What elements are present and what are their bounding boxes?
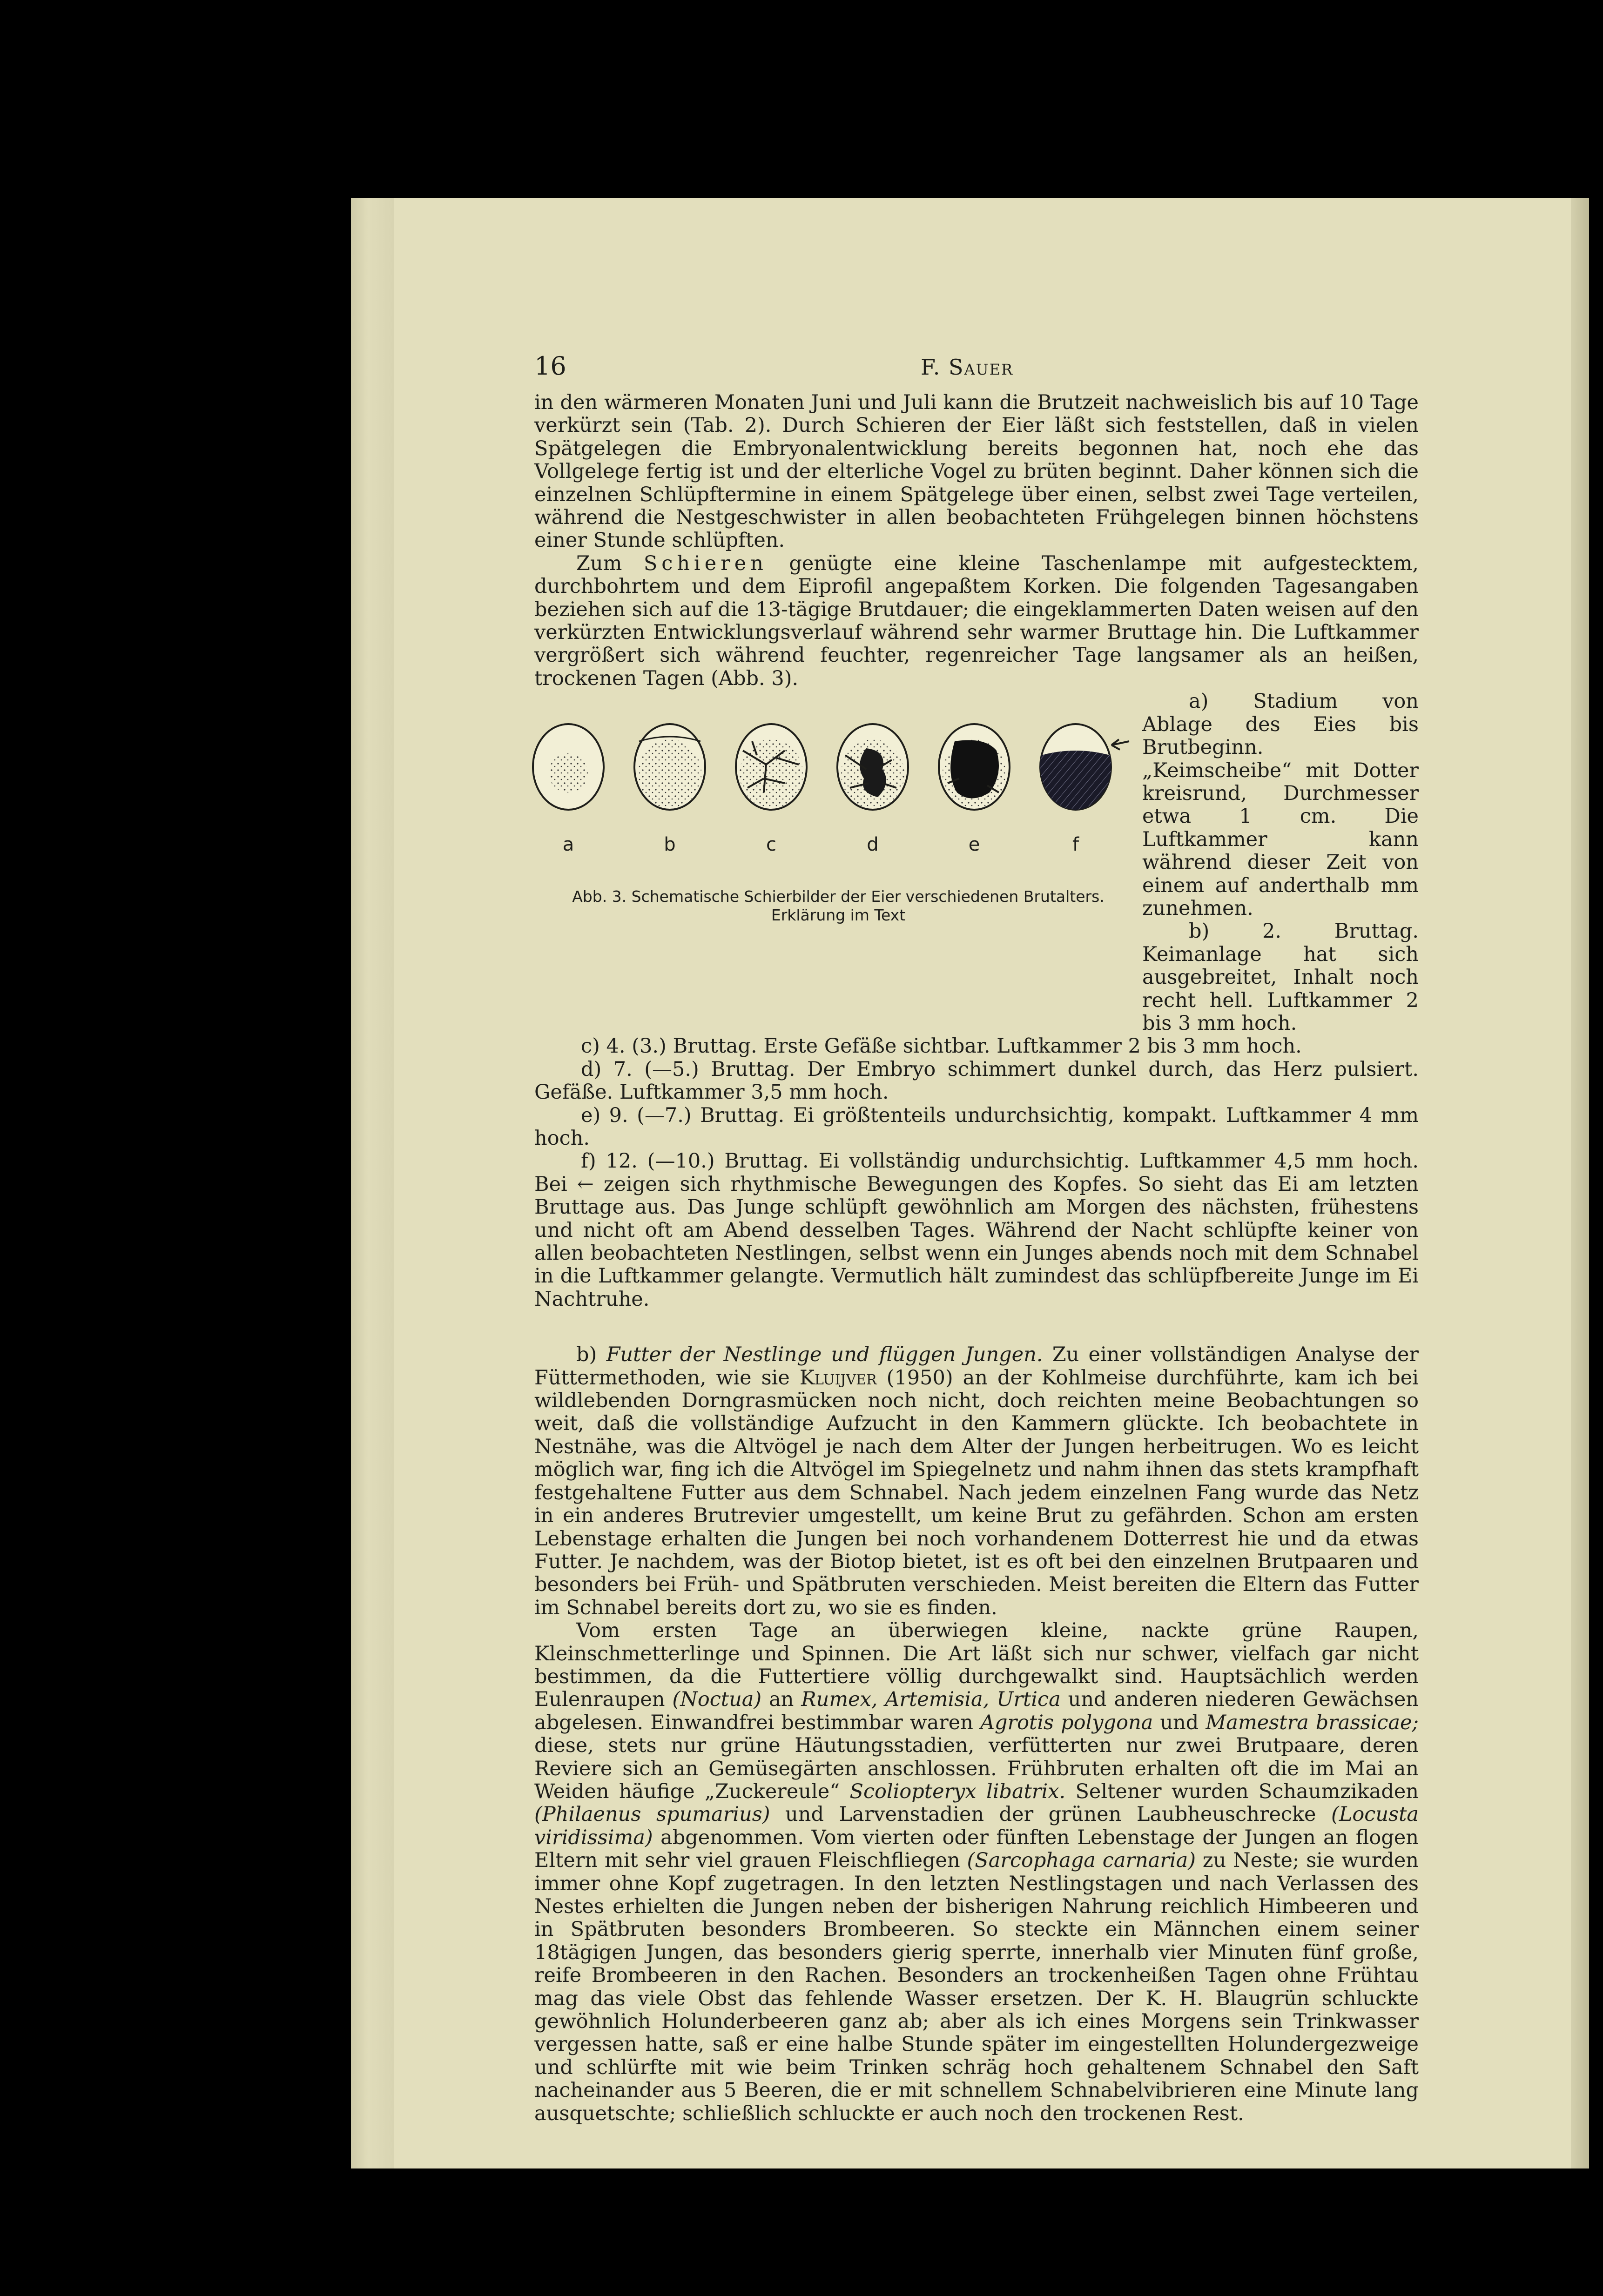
schieren-lead: Zum [576,551,644,575]
diet-text: Seltener wurden Schaumzikaden [1065,1779,1419,1803]
egg-d [837,724,908,810]
figure-row [534,690,1419,1035]
intro-paragraph: in den wärmeren Monaten Juni und Juli kann die Brutzeit nachweislich bis auf 10 Tage verkürzt sein (Tab. 2). Durch Schieren der Eier läßt sich feststellen, daß in vielen Spätgelegen die Embryonalentwicklung bereits begonnen hat, noch ehe das Vollgelege fertig ist und der elterliche Vogel zu brüten beginnt. Daher können sich die einzelnen Schlüpftermine in einem Spätgelege über einen, selbst zwei Tage verteilen, während die Nestgeschwister in allen beobachteten Frühgelegen binnen höchstens einer Stunde schlüpften. [534,391,1419,552]
page-binding [351,198,394,2168]
page-content [534,351,1419,2125]
futter-lead: b) [576,1343,606,1367]
schieren-paragraph [534,552,1419,690]
egg-f [1040,724,1129,810]
diet-text: zu Neste; sie wurden immer ohne Kopf zugetragen. In den letzten Nestlingstagen und nach Verlassen des Nestes erhielten die Jungen neben der bisherigen Nahrung reichlich Himbeeren und in Spätbruten besonders Brombeeren. So steckte ein Männchen einem seiner 18tägigen Jungen, das besonders gierig sperrte, innerhalb vier Minuten fünf große, reife Brombeeren in den Rachen. Besonders an trockenheißen Tagen ohne Frühtau mag das viele Obst das fehlende Wasser ersetzen. Der K. H. Blaugrün schluckte gewöhnlich Holunderbeeren ganz ab; aber als ich eines Morgens sein Trinkwasser vergessen hatte, saß er eine halbe Stunde später im eingestellten Holundergezweige und schlürfte mit wie beim Trinken schräg hoch gehaltenem Schnabel den Saft nacheinander aus 5 Beeren, die er mit schnellem Schnabelvibrieren eine Minute lang ausquetschte; schließlich schluckte er auch noch den trockenen Rest. [534,1849,1419,2125]
egg-label-c: c [766,834,776,856]
futter-paragraph [534,1343,1419,1619]
egg-e [939,724,1010,810]
stage-side-column [1142,690,1419,1035]
stage-f-text: f) 12. (—10.) Bruttag. Ei vollständig undurchsichtig. Luftkammer 4,5 mm hoch. Bei [534,1149,1419,1196]
diet-text: diese, stets nur grüne Häutungsstadien, verfütterten nur zwei Brutpaare, deren Reviere sich an Gemüsegärten anschlossen. Frühbruten erhalten oft die im Mai an Weiden häufige „Zuckereule“ [534,1734,1419,1803]
arrow-icon: ← [577,1172,594,1196]
taxon-name: (Philaenus spumarius) [534,1803,770,1826]
egg-label-e: e [968,834,980,856]
egg-label-a: a [562,834,574,856]
caption-line-1: Abb. 3. Schematische Schierbilder der Eier verschiedenen Brutalters. [572,887,1105,906]
stage-e: e) 9. (—7.) Bruttag. Ei größtenteils undurchsichtig, kompakt. Luftkammer 4 mm hoch. [534,1103,1419,1150]
diet-paragraph [534,1619,1419,2125]
taxon-name: (Noctua) [672,1688,762,1712]
egg-c [736,724,807,810]
diet-text: und anderen niederen Gewächsen abgelesen. Einwandfrei bestimmbar waren [534,1688,1419,1734]
diet-text: und Larvenstadien der grünen Laubheuschrecke [770,1803,1332,1826]
diet-text: Vom ersten Tage an überwiegen kleine, nackte grüne Raupen, Kleinschmetterlinge und Spinnen. Die Art läßt sich nur schwer, vielfach gar nicht bestimmen, da die Futtertiere völlig durchgewalkt sind. Hauptsächlich werden Eulenraupen [534,1619,1419,1712]
futter-text-1: Zu einer vollständigen Analyse der Füttermethoden, wie sie [534,1343,1419,1390]
author-kluijver: Kluijver [799,1366,877,1390]
diet-text: abgenommen. Vom vierten oder fünften Lebenstage der Jungen an flogen Eltern mit sehr viel grauen Fleischfliegen [534,1826,1419,1873]
taxon-name: (Locusta viridissima) [534,1803,1419,1849]
taxon-name: (Sarcophaga carnaria) [967,1849,1196,1873]
egg-label-f: f [1072,834,1079,856]
stage-f [534,1150,1419,1311]
schieren-spaced-word: Schieren [643,551,768,575]
running-head: F. Sauer [921,355,1014,380]
stage-b: b) 2. Bruttag. Keimanlage hat sich ausgebreitet, Inhalt noch recht hell. Luftkammer 2 bis 3 mm hoch. [1142,920,1419,1035]
taxon-name: Mamestra brassicae; [1206,1711,1419,1734]
futter-title: Futter der Nestlinge und flüggen Jungen. [606,1343,1043,1367]
diet-text: an [761,1688,802,1712]
diet-text: und [1153,1711,1206,1734]
egg-a [533,724,604,810]
taxon-name: Scoliopteryx libatrix. [849,1779,1066,1803]
page-edge [1571,198,1589,2168]
stage-f-rest: zeigen sich rhythmische Bewegungen des Kopfes. So sieht das Ei am letzten Bruttage aus. Das Junge schlüpft gewöhnlich am Morgen des nächsten, frühestens und nicht oft am Abend desselben Tages. Während der Nacht schlüpfte keiner von allen beobachteten Nestlingen, selbst wenn ein Junges abends noch mit dem Schnabel in die Luftkammer gelangte. Vermutlich hält zumindest das schlüpfbereite Junge im Ei Nachtruhe. [534,1172,1419,1311]
taxon-name: Agrotis polygona [980,1711,1153,1734]
stage-c: c) 4. (3.) Bruttag. Erste Gefäße sichtbar. Luftkammer 2 bis 3 mm hoch. [581,1034,1302,1058]
stage-a: a) Stadium von Ablage des Eies bis Brutbeginn. „Keimscheibe“ mit Dotter kreisrund, Durchmesser etwa 1 cm. Die Luftkammer kann während dieser Zeit von einem auf anderthalb mm zunehmen. [1142,690,1419,920]
page-number: 16 [534,351,566,381]
egg-b [634,724,705,810]
taxon-name: Rumex, Artemisia, Urtica [801,1688,1061,1712]
schieren-rest: genügte eine kleine Taschenlampe mit aufgestecktem, durchbohrtem und dem Eiprofil angepaßtem Korken. Die folgenden Tagesangaben beziehen sich auf die 13-tägige Brutdauer; die eingeklammerten Daten weisen auf den verkürzten Entwicklungsverlauf während sehr warmer Bruttage hin. Die Luftkammer vergrößert sich während feuchter, regenreicher Tage langsamer als an heißen, trockenen Tagen (Abb. 3). [534,551,1419,690]
stage-d: d) 7. (—5.) Bruttag. Der Embryo schimmert dunkel durch, das Herz pulsiert. Gefäße. Luftkammer 3,5 mm hoch. [534,1057,1419,1104]
egg-illustration [524,723,1134,881]
figure-abb-3 [534,690,1142,1035]
egg-label-b: b [664,834,676,856]
egg-label-d: d [867,834,879,856]
caption-line-2: Erklärung im Text [771,906,906,925]
futter-text-2: (1950) an der Kohlmeise durchführte, kam ich bei wildlebenden Dorngrasmücken noch nicht, doch reichten meine Beobachtungen so weit, daß die vollständige Aufzucht in den Kammern glückte. Ich beobachtete in Nestnähe, was die Altvögel je nach dem Alter der Jungen herbeitrugen. Wo es leicht möglich war, fing ich die Altvögel im Spiegelnetz und nahm ihnen das stets krampfhaft festgehaltene Futter aus dem Schnabel. Nach jedem einzelnen Fang wurde das Netz in ein anderes Brutrevier umgestellt, um keine Brut zu gefährden. Schon am ersten Lebenstage erhalten die Jungen bei noch vorhandenem Dotterrest hie und da etwas Futter. Je nachdem, was der Biotop bietet, ist es oft bei den einzelnen Brutpaaren und besonders bei Früh- und Spätbruten verschieden. Meist bereiten die Eltern das Futter im Schnabel bereits dort zu, wo sie es finden. [534,1366,1419,1619]
figure-caption [534,887,1142,925]
page-header [534,351,1419,391]
